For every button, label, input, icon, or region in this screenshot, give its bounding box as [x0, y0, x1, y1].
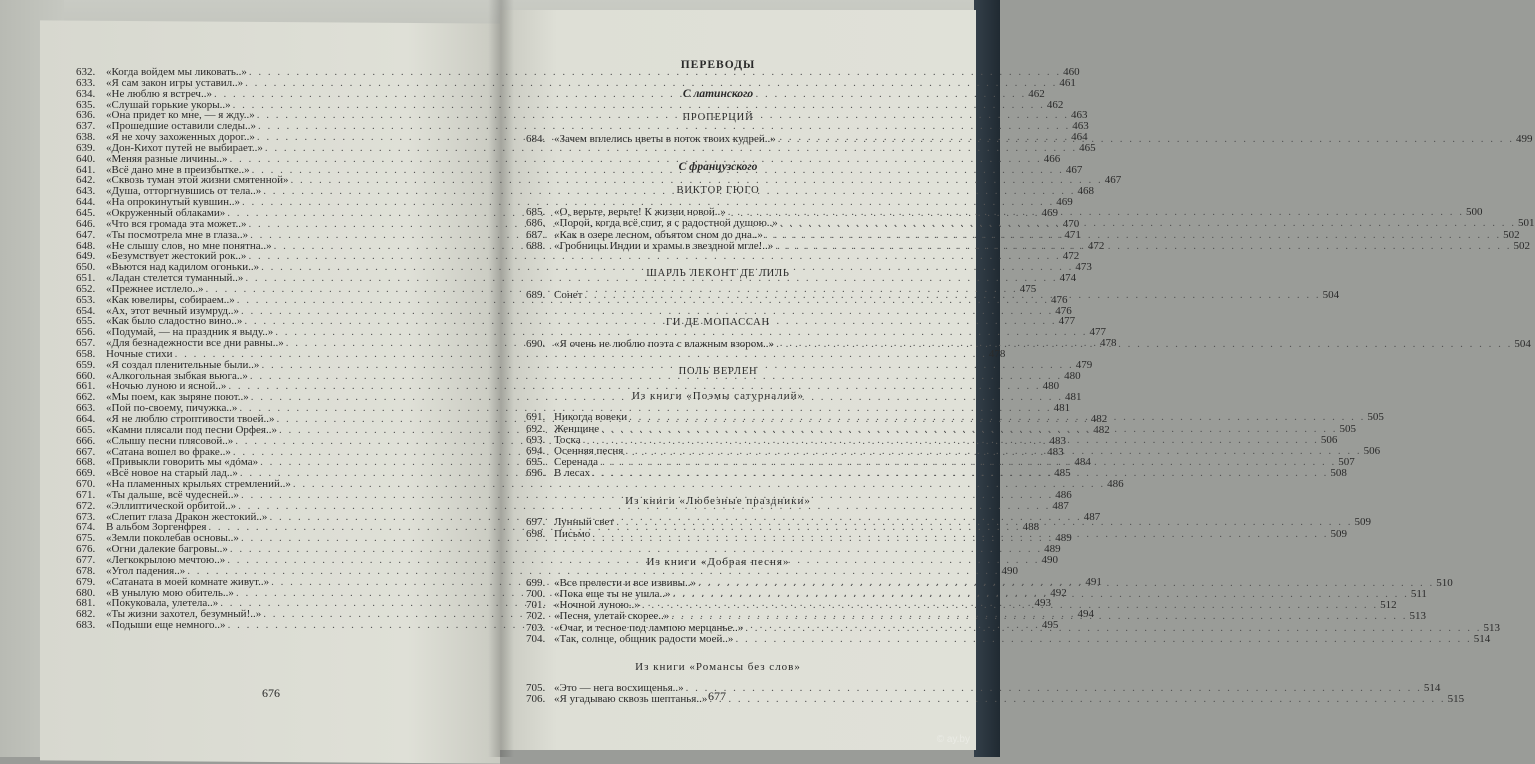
- entry-number: 682.: [76, 608, 96, 621]
- entry-number: 642.: [76, 174, 96, 187]
- entry-number: 697.: [526, 516, 546, 529]
- entry-number: 637.: [76, 120, 96, 133]
- entry-page: 461: [1059, 76, 1076, 89]
- entry-page: 480: [1042, 380, 1060, 393]
- entry-number: 673.: [76, 510, 96, 523]
- entry-title: «Пока еще ты не ушла..»: [554, 588, 671, 600]
- entry-title: «Ночью луною и ясной..»: [106, 380, 227, 393]
- dot-leader: [776, 131, 1516, 145]
- entry-page: 493: [1034, 597, 1052, 610]
- entry-number: 676.: [76, 543, 96, 556]
- entry-title: Тоска: [554, 433, 581, 446]
- entry-number: 693.: [526, 433, 546, 446]
- entry-number: 699.: [526, 576, 546, 589]
- entry-number: 691.: [526, 411, 546, 424]
- entry-page: 480: [1064, 369, 1081, 382]
- entry-page: 504: [1514, 338, 1531, 351]
- entry-page: 484: [1074, 456, 1091, 469]
- entry-title: В лесах: [554, 467, 591, 480]
- entry-page: 487: [1083, 510, 1101, 523]
- entry-title: «Как ювелиры, собираем..»: [106, 293, 235, 306]
- entry-number: 649.: [76, 250, 96, 263]
- dot-leader: [590, 468, 1330, 479]
- entry-title: Ночные стихи: [106, 347, 173, 360]
- entry-title: «Окруженный облаками»: [106, 206, 226, 219]
- entry-page: 489: [1055, 532, 1072, 545]
- entry-title: Письмо: [554, 527, 591, 540]
- entry-title: «Я не люблю строптивости твоей..»: [106, 413, 275, 425]
- entry-number: 658.: [76, 347, 96, 360]
- entry-page: 485: [1054, 467, 1071, 480]
- entry-title: «Земли поколебав основы..»: [106, 532, 239, 545]
- entry-title: «Зачем вплелись цветы в поток твоих кудрей..»: [554, 133, 776, 145]
- entry-title: «Я угадываю сквозь шептанья..»: [554, 693, 708, 706]
- entry-title: «Слушай горькие укоры..»: [106, 98, 231, 111]
- entry-page: 463: [1070, 109, 1088, 122]
- site-watermark: © ay.by: [936, 734, 970, 745]
- entry-title: «Всё дано мне в преизбытке..»: [106, 163, 250, 176]
- entry-number: 648.: [76, 239, 96, 252]
- entry-number: 643.: [76, 185, 96, 198]
- entry-page: 469: [1041, 206, 1058, 219]
- entry-number: 702.: [526, 610, 546, 623]
- entry-page: 478: [988, 347, 1006, 360]
- entry-title: «Это — нега восхищенья..»: [554, 681, 684, 694]
- entry-number: 681.: [76, 597, 96, 610]
- entry-number: 690.: [526, 338, 546, 351]
- entry-title: «Не люблю я встреч..»: [106, 87, 212, 100]
- entry-page: 464: [1071, 131, 1088, 144]
- entry-title: «Так, солнце, общник радости моей..»: [554, 632, 734, 645]
- dot-leader: [669, 608, 1409, 622]
- entry-number: 705.: [526, 681, 546, 694]
- entry-title: «Ночной луною..»: [554, 599, 640, 612]
- entry-title: «Когда войдем мы ликовать..»: [106, 66, 247, 78]
- entry-number: 664.: [76, 413, 96, 425]
- entry-title: «Камни плясали под песни Орфея..»: [106, 423, 277, 436]
- entry-page: 486: [1107, 478, 1124, 491]
- entry-number: 687.: [526, 228, 546, 241]
- entry-title: «Покуковала, улетела..»: [106, 597, 219, 610]
- entry-page: 494: [1077, 608, 1094, 621]
- entry-number: 688.: [526, 239, 546, 252]
- entry-title: «Ты дальше, всё чудесней..»: [106, 488, 240, 501]
- author-heading: ПРОПЕРЦИЙ: [682, 112, 754, 123]
- entry-page: 462: [1028, 87, 1045, 100]
- entry-number: 679.: [76, 575, 96, 588]
- entry-number: 700.: [526, 588, 546, 600]
- entry-page: 504: [1322, 288, 1340, 301]
- entry-title: «Ладан стелется туманный..»: [106, 272, 244, 285]
- entry-page: 515: [1447, 693, 1465, 706]
- entry-number: 701.: [526, 599, 546, 612]
- entry-page: 477: [1058, 315, 1076, 328]
- entry-page: 472: [1062, 250, 1080, 263]
- entry-page: 466: [1043, 152, 1061, 165]
- entry-number: 678.: [76, 564, 96, 577]
- dot-leader: [774, 339, 1514, 350]
- entry-page: 479: [1075, 358, 1093, 371]
- entry-page: 463: [1072, 120, 1089, 133]
- entry-title: «На пламенных крыльях стремлений..»: [106, 478, 291, 491]
- entry-number: 674.: [76, 521, 96, 534]
- entry-number: 706.: [526, 693, 546, 706]
- entry-title: «Угол падения..»: [106, 564, 186, 577]
- entry-title: «Подумай, — на праздник я выду..»: [106, 326, 274, 339]
- author-heading: ВИКТОР ГЮГО: [676, 185, 760, 197]
- entry-page: 506: [1320, 433, 1338, 446]
- entry-page: 492: [1050, 586, 1067, 599]
- dot-leader: [778, 218, 1518, 229]
- entry-title: «Слышу песни плясовой..»: [106, 434, 234, 447]
- entry-page: 509: [1330, 527, 1347, 540]
- entry-title: «Что вся громада эта может..»: [106, 217, 247, 230]
- entry-title: «Привыкли говорить мы «дóма»: [106, 456, 259, 469]
- entry-page: 477: [1089, 326, 1107, 339]
- entry-title: Лунный свет: [554, 516, 615, 529]
- entry-number: 677.: [76, 553, 96, 566]
- entry-page: 483: [1047, 445, 1064, 458]
- book-heading: Из книги «Поэмы сатурналий»: [631, 390, 804, 403]
- entry-number: 639.: [76, 141, 96, 154]
- entry-title: «Слепит глаза Дракон жестокий..»: [106, 510, 268, 523]
- entry-title: «Алкогольная зыбкая вьюга..»: [106, 369, 248, 382]
- entry-title: «Прошедшие оставили следы..»: [106, 120, 257, 133]
- entry-title: «Гробницы Индии и храмы в звездной мгле!..»: [554, 239, 774, 252]
- entry-page: 465: [1079, 141, 1096, 154]
- entry-page: 473: [1075, 261, 1092, 274]
- entry-number: 659.: [76, 358, 96, 371]
- entry-page: 502: [1503, 228, 1520, 241]
- entry-number: 657.: [76, 337, 96, 350]
- entry-page: 482: [1090, 413, 1108, 425]
- entry-page: 472: [1087, 239, 1105, 252]
- entry-page: 470: [1062, 217, 1080, 230]
- language-heading: С латинского: [682, 88, 754, 100]
- entry-title: «Я очень не люблю поэта с влажным взором..»: [554, 338, 775, 351]
- entry-title: «Пой по-своему, пичужка..»: [106, 402, 238, 415]
- entry-page: 487: [1052, 499, 1069, 512]
- entry-number: 684.: [526, 133, 546, 145]
- entry-title: «Ах, этот вечный изумруд..»: [106, 304, 239, 317]
- entry-page: 502: [1513, 239, 1531, 252]
- entry-title: «Песня, улетай скорее..»: [554, 610, 670, 623]
- entry-title: «Сквозь туман этой жизни смятенной»: [106, 174, 289, 187]
- entry-title: «Для безнадежности все дни равны..»: [106, 337, 284, 350]
- entry-page: 483: [1049, 434, 1066, 447]
- entry-number: 670.: [76, 478, 96, 491]
- entry-page: 468: [1077, 185, 1095, 198]
- entry-number: 685.: [526, 206, 546, 219]
- book-heading: Из книги «Романсы без слов»: [635, 660, 801, 673]
- entry-page: 462: [1046, 98, 1064, 111]
- entry-title: «Ты посмотрела мне в глаза..»: [106, 228, 249, 241]
- entry-number: 633.: [76, 76, 96, 89]
- entry-page: 481: [1053, 402, 1071, 415]
- entry-title: «Порой, когда всё спит, я с радостной душою..»: [554, 217, 778, 230]
- entry-title: Никогда вовеки: [554, 411, 628, 424]
- entry-page: 486: [1055, 488, 1072, 501]
- entry-title: «Безумствует жестокий рок..»: [106, 250, 247, 263]
- entry-page: 511: [1410, 588, 1427, 600]
- toc-entry: [526, 632, 1491, 645]
- entry-title: Серенада: [554, 456, 598, 469]
- entry-number: 692.: [526, 422, 546, 435]
- entry-title: Сонет: [554, 288, 583, 301]
- entry-number: 696.: [526, 467, 546, 480]
- entry-page: 495: [1041, 619, 1059, 632]
- entry-title: «Легкокрылою мечтою..»: [106, 553, 226, 566]
- entry-title: «Дон-Кихот путей не выбирает..»: [106, 141, 263, 154]
- entry-title: В альбом Зоргенфрея: [106, 521, 207, 534]
- entry-page: 491: [1085, 575, 1102, 588]
- toc-entry: [76, 152, 1061, 165]
- entry-title: «На опрокинутый кувшин..»: [106, 196, 241, 209]
- author-heading: ГИ ДЕ МОПАССАН: [666, 317, 770, 329]
- entry-page: 505: [1367, 411, 1384, 424]
- entry-page: 514: [1423, 681, 1441, 694]
- entry-number: 663.: [76, 402, 96, 415]
- dot-leader: [590, 529, 1330, 540]
- entry-title: «Подыши еще немного..»: [106, 619, 226, 632]
- entry-title: «О, верьте, верьте! К жизни новой..»: [554, 206, 726, 219]
- entry-title: «Как в озере лесном, объятом сном до дна..»: [554, 228, 763, 241]
- right-page-number: 677: [708, 689, 726, 703]
- entry-number: 640.: [76, 152, 96, 165]
- entry-number: 683.: [76, 619, 96, 632]
- entry-title: «Всё новое на старый лад..»: [106, 467, 238, 480]
- entry-number: 667.: [76, 445, 96, 458]
- entry-page: 474: [1059, 272, 1077, 285]
- entry-title: «Я сам закон игры уставил..»: [106, 76, 244, 89]
- entry-page: 513: [1483, 621, 1501, 634]
- entry-page: 467: [1104, 174, 1122, 187]
- entry-title: «Вьются над кадилом огоньки..»: [106, 261, 260, 274]
- entry-page: 501: [1518, 217, 1535, 230]
- entry-number: 646.: [76, 217, 96, 230]
- entry-number: 694.: [526, 444, 546, 457]
- entry-number: 660.: [76, 369, 96, 382]
- entry-page: 467: [1065, 163, 1083, 176]
- entry-number: 662.: [76, 391, 96, 404]
- entry-page: 478: [1099, 337, 1117, 350]
- entry-number: 652.: [76, 282, 96, 295]
- toc-entry: [76, 358, 1093, 371]
- entry-title: «Не слышу слов, но мне понятна..»: [106, 239, 272, 252]
- entry-number: 668.: [76, 456, 96, 469]
- entry-number: 645.: [76, 206, 96, 219]
- entry-title: «Огни далекие багровы..»: [106, 543, 228, 556]
- entry-title: «Она придет ко мне, — я жду..»: [106, 109, 255, 122]
- left-page-number: 676: [262, 686, 280, 700]
- entry-title: «Я создал пленительные были..»: [106, 358, 260, 371]
- language-heading: С французского: [678, 161, 758, 174]
- entry-page: 507: [1338, 456, 1355, 469]
- entry-title: «Ты жизни захотел, безумный!..»: [106, 608, 262, 621]
- entry-number: 698.: [526, 527, 546, 540]
- entry-page: 512: [1380, 599, 1397, 612]
- entry-number: 695.: [526, 456, 546, 469]
- entry-page: 475: [1019, 282, 1037, 295]
- entry-number: 654.: [76, 304, 96, 317]
- entry-number: 661.: [76, 380, 96, 393]
- entry-page: 508: [1330, 467, 1347, 480]
- entry-title: «Сатана вошел во фраке..»: [106, 445, 231, 458]
- entry-page: 505: [1339, 422, 1356, 435]
- entry-page: 476: [1051, 293, 1068, 306]
- entry-number: 672.: [76, 499, 96, 512]
- entry-page: 514: [1473, 632, 1491, 645]
- entry-number: 680.: [76, 586, 96, 599]
- entry-number: 647.: [76, 228, 96, 241]
- entry-page: 482: [1093, 423, 1110, 436]
- entry-page: 469: [1056, 196, 1073, 209]
- entry-number: 644.: [76, 196, 96, 209]
- entry-number: 635.: [76, 98, 96, 111]
- entry-title: «Прежнее истлело..»: [106, 282, 204, 295]
- author-heading: ШАРЛЬ ЛЕКОНТ ДЕ ЛИЛЬ: [646, 267, 790, 279]
- entry-page: 481: [1064, 391, 1082, 404]
- dot-leader: [707, 694, 1447, 705]
- entry-number: 666.: [76, 434, 96, 447]
- entry-number: 665.: [76, 423, 96, 436]
- entry-title: «Душа, отторгнувшись от тела..»: [106, 185, 262, 198]
- entry-page: 490: [1041, 553, 1058, 566]
- translations-heading: ПЕРЕВОДЫ: [680, 59, 756, 71]
- entry-page: 489: [1044, 543, 1061, 556]
- entry-title: «Эллиптической орбитой..»: [106, 499, 237, 512]
- author-heading: ПОЛЬ ВЕРЛЕН: [678, 366, 758, 378]
- entry-page: 500: [1466, 206, 1483, 219]
- entry-title: «Мы поем, как зыряне поют..»: [106, 391, 249, 404]
- entry-page: 471: [1064, 228, 1081, 241]
- dot-leader: [582, 290, 1322, 301]
- entry-number: 641.: [76, 163, 96, 176]
- entry-number: 689.: [526, 288, 546, 301]
- dot-leader: [733, 634, 1473, 645]
- entry-page: 476: [1055, 304, 1072, 317]
- entry-number: 655.: [76, 315, 96, 328]
- dot-leader: [773, 241, 1513, 252]
- entry-page: 510: [1436, 576, 1453, 589]
- entry-page: 499: [1516, 133, 1533, 145]
- book-heading: Из книги «Любезные праздники»: [625, 495, 811, 508]
- book-heading: Из книги «Добрая песня»: [646, 555, 790, 568]
- entry-number: 656.: [76, 326, 96, 339]
- entry-title: «Я не хочу захоженных дорог..»: [106, 131, 255, 144]
- entry-number: 669.: [76, 467, 96, 480]
- dot-leader: [614, 517, 1354, 528]
- entry-title: «Очаг, и тесное под лампою мерцанье..»: [554, 621, 744, 634]
- entry-page: 488: [1022, 521, 1040, 534]
- entry-number: 651.: [76, 272, 96, 285]
- entry-page: 509: [1354, 516, 1371, 529]
- entry-number: 634.: [76, 87, 96, 100]
- entry-number: 703.: [526, 621, 546, 634]
- entry-title: «Меняя разные личины..»: [106, 152, 228, 165]
- entry-number: 704.: [526, 632, 546, 645]
- entry-number: 671.: [76, 488, 96, 501]
- entry-title: «В унылую мою обитель..»: [106, 586, 234, 599]
- entry-number: 636.: [76, 109, 96, 122]
- entry-page: 490: [1001, 564, 1018, 577]
- entry-title: «Сатаната в моей комнате живут..»: [106, 575, 270, 588]
- entry-number: 650.: [76, 261, 96, 274]
- entry-number: 638.: [76, 131, 96, 144]
- entry-page: 513: [1409, 610, 1426, 623]
- entry-number: 653.: [76, 293, 96, 306]
- entry-title: Женщине: [554, 422, 600, 435]
- entry-title: «Все прелести и все извивы..»: [554, 576, 697, 589]
- entry-number: 675.: [76, 532, 96, 545]
- entry-page: 506: [1363, 444, 1381, 457]
- entry-title: Осенняя песня: [554, 444, 624, 457]
- entry-number: 686.: [526, 217, 546, 230]
- entry-title: «Как было сладостно вино..»: [106, 315, 243, 328]
- dot-leader: [627, 412, 1367, 423]
- entry-number: 632.: [76, 66, 96, 78]
- entry-page: 460: [1063, 66, 1080, 78]
